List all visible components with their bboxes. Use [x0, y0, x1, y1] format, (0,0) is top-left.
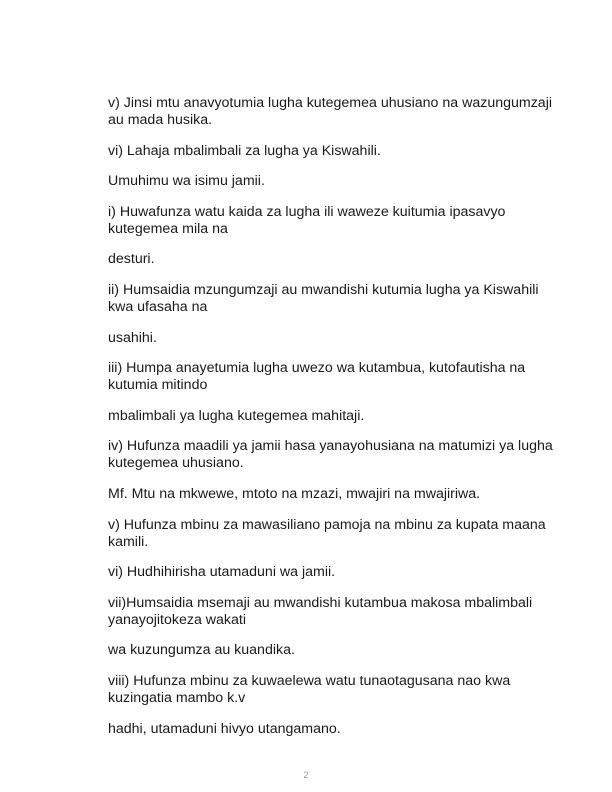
- paragraph: ii) Humsaidia mzungumzaji au mwandishi kutumia lugha ya Kiswahili kwa ufasaha na: [108, 281, 539, 315]
- paragraph: desturi.: [108, 251, 155, 268]
- paragraph: iv) Hufunza maadili ya jamii hasa yanayohusiana na matumizi ya lugha kutegemea uhusiano.: [108, 438, 553, 472]
- paragraph: wa kuzungumza au kuandika.: [108, 642, 295, 659]
- paragraph: v) Jinsi mtu anavyotumia lugha kutegemea uhusiano na wazungumzaji au mada husika.: [108, 95, 553, 128]
- paragraph: mbalimbali ya lugha kutegemea mahitaji.: [108, 407, 365, 424]
- document-body: [108, 95, 553, 751]
- paragraph: iii) Humpa anayetumia lugha uwezo wa kutambua, kutofautisha na kutumia mitindo: [108, 360, 526, 394]
- paragraph: i) Huwafunza watu kaida za lugha ili waweze kuitumia ipasavyo kutegemea mila na: [108, 203, 506, 237]
- paragraph: vii)Humsaidia msemaji au mwandishi kutambua makosa mbalimbali yanayojitokeza wakati: [108, 594, 533, 628]
- paragraph: vi) Hudhihirisha utamaduni wa jamii.: [108, 564, 336, 581]
- paragraph: viii) Hufunza mbinu za kuwaelewa watu tunaotagusana nao kwa kuzingatia mambo k.v: [108, 672, 511, 706]
- section-heading: Umuhimu wa isimu jamii.: [108, 173, 265, 190]
- paragraph: usahihi.: [108, 329, 157, 346]
- paragraph: hadhi, utamaduni hivyo utangamano.: [108, 720, 341, 737]
- paragraph: v) Hufunza mbinu za mawasiliano pamoja na mbinu za kupata maana kamili.: [108, 516, 546, 550]
- page-number: 2: [303, 770, 309, 780]
- paragraph: Mf. Mtu na mkwewe, mtoto na mzazi, mwajiri na mwajiriwa.: [108, 485, 481, 502]
- paragraph: vi) Lahaja mbalimbali za lugha ya Kiswahili.: [108, 142, 381, 159]
